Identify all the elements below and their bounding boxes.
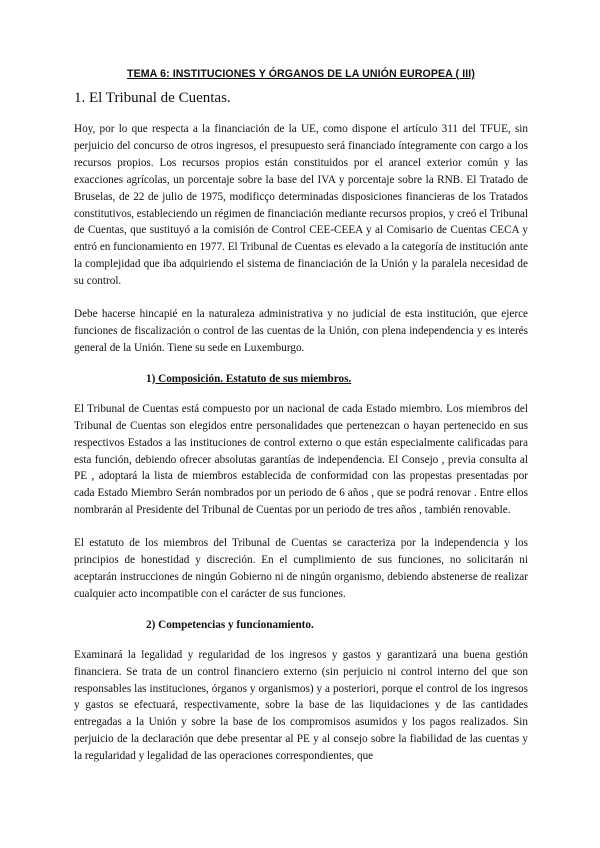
paragraph-financiacion: Hoy, por lo que respecta a la financiación de la UE, como dispone el artículo 311 del TFUE, sin perjuicio del concurso de otros ingresos, el presupuesto será financiado íntegramente con cargo a los recursos propios. Los recursos propios están constituidos por el arancel exterior común y las exacciones agrícolas, un porcentaje sobre la base del IVA y porcentaje sobre la RNB. El Tratado de Bruselas, de 22 de julio de 1975, modificço determinadas disposiciones financieras de los Tratados constitutivos, estableciendo un régimen de financiación mediante recursos propios, y creó el Tribunal de Cuentas, que sustituyó a la comisión de Control CEE-CEEA y al Comisario de Cuentas CECA y entró en funcionamiento en 1977. El Tribunal de Cuentas es elevado a la categoría de institución ante la complejidad que iba adquiriendo el sistema de financiación de la Unión y la paralela necesidad de su control. <box>74 123 528 288</box>
document-title: TEMA 6: INSTITUCIONES Y ÓRGANOS DE LA UNIÓN EUROPEA ( III) <box>127 68 475 80</box>
subsection-heading-composicion <box>74 373 528 385</box>
paragraph-naturaleza: Debe hacerse hincapié en la naturaleza administrativa y no judicial de esta institución, que ejerce funciones de fiscalización o control de las cuentas de la Unión, con plena independencia y es interés general de la Unión. Tiene su sede en Luxemburgo. <box>74 308 528 354</box>
document-page <box>74 68 528 781</box>
paragraph-competencias: Examinará la legalidad y regularidad de los ingresos y gastos y garantizará una buena gestión financiera. Se trata de un control financiero externo (sin perjuicio ni control interno del que son responsables las instituciones, órganos y organismos) y a posteriori, porque el control de los ingresos y gastos se efectuará, respectivamente, sobre la base de las liquidaciones y de las cantidades entregadas a la Unión y sobre la base de los compromisos asumidos y los pagos realizados. Sin perjuicio de la declaración que debe presentar al PE y al consejo sobre la fiabilidad de las cuentas y la regularidad y legalidad de las operaciones correspondientes, que <box>74 648 528 763</box>
paragraph-composicion: El Tribunal de Cuentas está compuesto por un nacional de cada Estado miembro. Los miembros del Tribunal de Cuentas son elegidos entre personalidades que pertenezcan o hayan pertenecido en sus respectivos Estados a las instituciones de control externo o que están especialmente calificadas para esta función, debiendo ofrecer absolutas garantías de independencia. El Consejo , previa consulta al PE , adoptará la lista de miembros establecida de conformidad con las propestas presentadas por cada Estado Miembro Serán nombrados por un periodo de 6 años , que se podrá renovar . Entre ellos nombrarán al Presidente del Tribunal de Cuentas por un periodo de tres años , también renovable. <box>74 402 528 517</box>
subsection-title-composicion: Composición. Estatuto de sus miembros. <box>155 372 352 385</box>
section-heading-tribunal-de-cuentas: 1. El Tribunal de Cuentas. <box>74 90 231 106</box>
subsection-heading-competencias: 2) Competencias y funcionamiento. <box>146 618 314 631</box>
paragraph-estatuto: El estatuto de los miembros del Tribunal de Cuentas se caracteriza por la independencia y los principios de honestidad y discreción. En el cumplimiento de sus funciones, no solicitarán ni aceptarán instrucciones de ningún Gobierno ni de ningún organismo, debiendo abstenerse de realizar cualquier acto incompatible con el carácter de sus funciones. <box>74 537 528 600</box>
subsection-number-1: 1) <box>146 372 156 385</box>
